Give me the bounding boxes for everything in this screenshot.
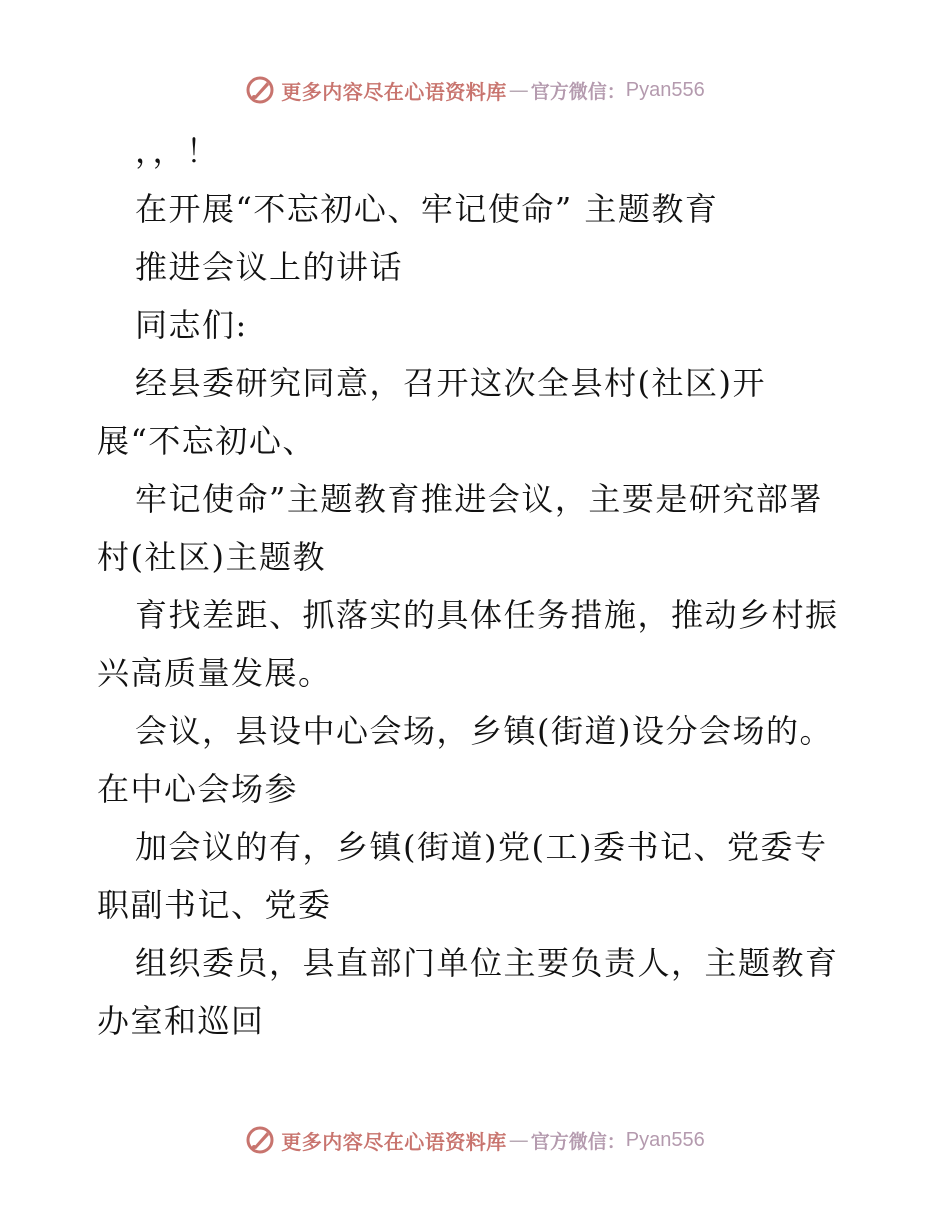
text-line: 同志们: — [135, 306, 248, 344]
watermark-brand: 更多内容尽在心语资料库 — [281, 79, 507, 104]
text-line: 会议，县设中心会场，乡镇(街道)设分会场的。 — [135, 712, 833, 750]
document-body — [97, 122, 857, 1050]
text-line: 兴高质量发展。 — [97, 654, 332, 692]
watermark-separator: — — [508, 78, 529, 102]
text-line: 加会议的有，乡镇(街道)党(工)委书记、党委专 — [135, 828, 828, 866]
text-line: 经县委研究同意，召开这次全县村(社区)开 — [135, 364, 766, 402]
text-line: 在开展“不忘初心、牢记使命” 主题教育 — [135, 190, 719, 228]
text-line: 办室和巡回 — [97, 1002, 265, 1040]
text-line: ，，！ — [135, 132, 220, 170]
footer-watermark — [0, 1120, 950, 1160]
watermark-wechat-id: Pyan556 — [625, 1128, 705, 1151]
quill-logo-icon — [245, 75, 275, 105]
header-watermark — [0, 70, 950, 110]
quill-logo-icon — [245, 1125, 275, 1155]
text-line: 在中心会场参 — [97, 770, 299, 808]
text-line: 村(社区)主题教 — [97, 538, 326, 576]
text-line: 牢记使命”主题教育推进会议，主要是研究部署 — [135, 480, 823, 518]
text-line: 推进会议上的讲话 — [135, 248, 404, 286]
watermark-separator: — — [508, 1128, 529, 1152]
watermark-wechat-label: 官方微信： — [530, 1130, 626, 1153]
watermark-wechat-id: Pyan556 — [625, 78, 705, 101]
text-line: 组织委员，县直部门单位主要负责人，主题教育 — [135, 944, 839, 982]
text-line: 展“不忘初心、 — [97, 422, 316, 460]
text-line: 育找差距、抓落实的具体任务措施，推动乡村振 — [135, 596, 839, 634]
watermark-wechat-label: 官方微信： — [530, 80, 626, 103]
text-line: 职副书记、党委 — [97, 886, 332, 924]
watermark-brand: 更多内容尽在心语资料库 — [281, 1129, 507, 1154]
